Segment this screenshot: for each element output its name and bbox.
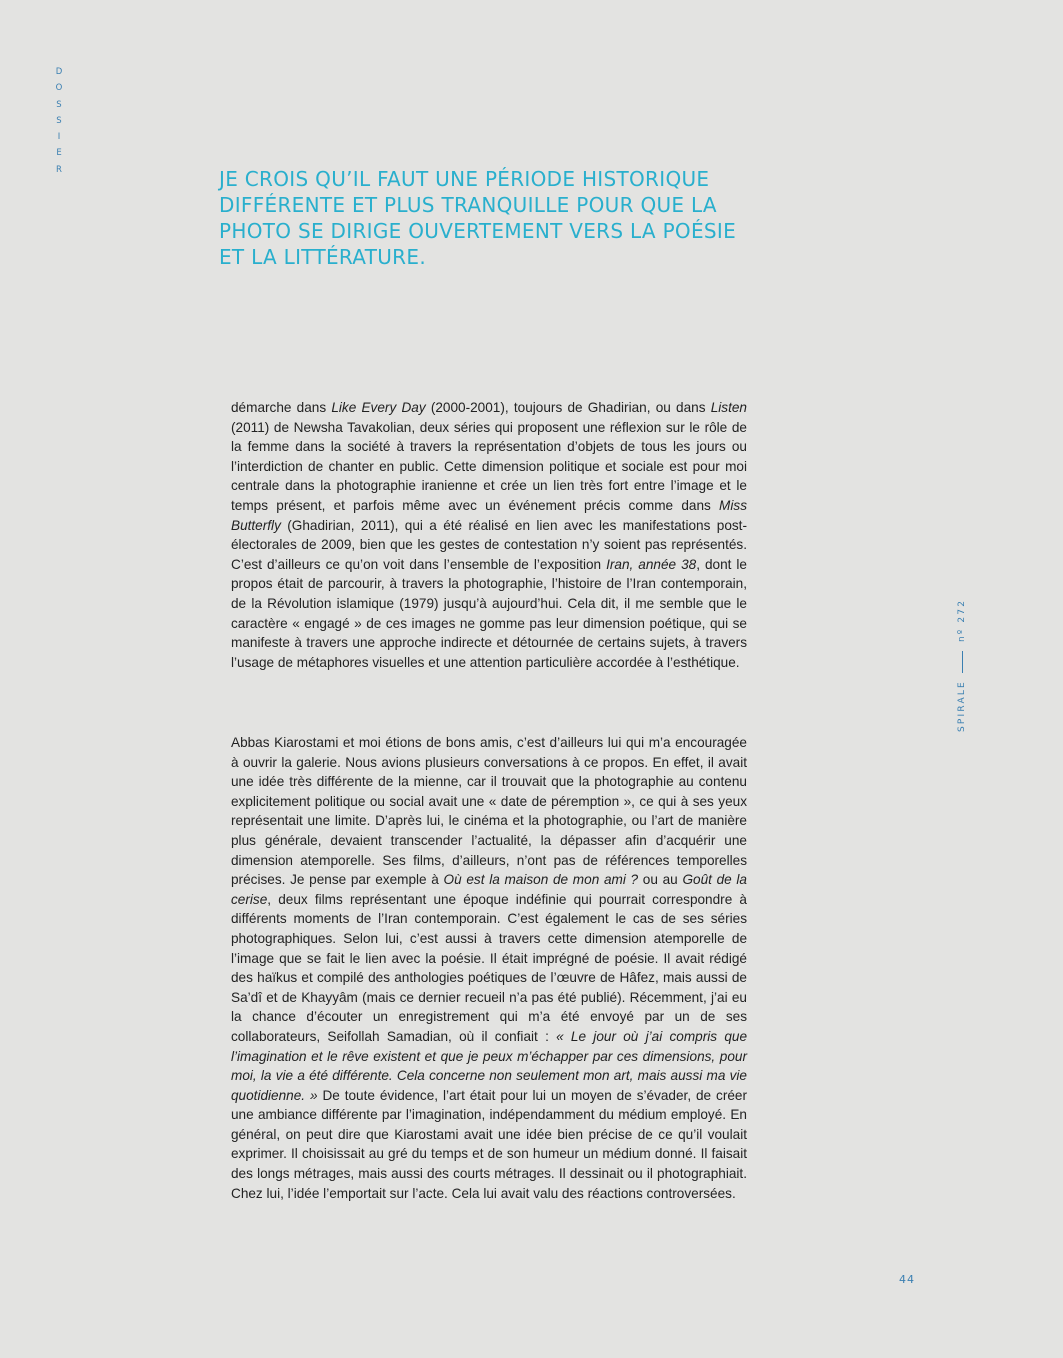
separator-dash <box>962 651 963 673</box>
italic-text-run: Listen <box>710 400 747 415</box>
text-run: Abbas Kiarostami et moi étions de bons amis, c’est d’ailleurs lui qui m’a encouragée à ouvrir la galerie. Nous avions plusieurs conversations à ce propos. En effet, il avait une idée très différente de la mienne, car il trouvait que la photographie au contenu explicitement politique ou social avait une « date de péremption », ce qui à ses yeux représentait une limite. D’après lui, le cinéma et la photographie, ou l’art de manière plus générale, devaient transcender l’actualité, la dépasser afin d’acquérir une dimension atemporelle. Ses films, d’ailleurs, n’ont pas de références temporelles précises. Je pense par exemple à <box>231 735 747 888</box>
body-paragraph-2 <box>231 733 747 1203</box>
italic-text-run: Où est la maison de mon ami ? <box>443 872 639 888</box>
italic-text-run: Goût de la cerise <box>231 872 747 907</box>
text-run: (Ghadirian, 2011), qui a été réalisé en lien avec les manifestations post-électorales de 2009, bien que les gestes de contestation n’y soient pas représentés. C’est d’ailleurs ce qu’on voit dans l’ensemble de l’exposition <box>231 517 747 572</box>
page-number: 44 <box>899 1273 915 1286</box>
italic-text-run: Miss Butterfly <box>231 497 747 533</box>
section-letter: R <box>56 164 62 175</box>
section-letter: S <box>56 99 62 110</box>
text-run: (2011) de Newsha Tavakolian, deux séries qui proposent une réflexion sur le rôle de la femme dans la société à travers la représentation d’objets de tous les jours ou l’interdiction de chanter en public. Cette dimension politique et sociale est pour moi centrale dans la photographie iranienne et crée un lien très fort entre l’image et le temps présent, et parfois même avec un événement précis comme dans <box>231 419 747 513</box>
italic-text-run: Like Every Day <box>331 400 426 415</box>
text-run: (2000-2001), toujours de Ghadirian, ou dans <box>425 400 711 415</box>
section-letter: I <box>57 132 61 143</box>
section-letter: O <box>55 83 63 94</box>
section-label-dossier <box>54 64 64 178</box>
italic-text-run: Iran, année 38 <box>606 556 697 572</box>
section-letter: E <box>56 148 62 159</box>
section-letter: S <box>56 115 62 126</box>
journal-issue-label <box>956 599 968 732</box>
text-run: démarche dans <box>231 400 332 415</box>
text-run: ou au <box>638 872 683 888</box>
text-run: De toute évidence, l’art était pour lui un moyen de s’évader, de créer une ambiance différente par l’imagination, indépendamment du médium employé. En général, on peut dire que Kiarostami avait une idée bien précise de ce qu’il voulait exprimer. Il choisissait au gré du temps et de son humeur un médium donné. Il faisait des longs métrages, mais aussi des courts métrages. Il dessinait ou il photographiait. Chez lui, l’idée l’emportait sur l’acte. Cela lui avait valu des réactions controversées. <box>231 1087 747 1201</box>
body-paragraph-1 <box>231 398 747 672</box>
text-run: , deux films représentant une époque indéfinie qui pourrait correspondre à différents moments de l’Iran contemporain. C’est également le cas de ses séries photographiques. Selon lui, c’est aussi à travers cette dimension atemporelle de l’image que se fait le lien avec la poésie. Il était imprégné de poésie. Il avait rédigé des haïkus et compilé des anthologies poétiques de l’œuvre de Hâfez, mais aussi de Sa’dî et de Khayyâm (mais ce dernier recueil n’a pas été publié). Récemment, j’ai eu la chance d’écouter un enregistrement qui m’a été envoyé par un de ses collaborateurs, Seifollah Samadian, où il confiait : <box>231 891 747 1044</box>
pull-quote: JE CROIS QU’IL FAUT UNE PÉRIODE HISTORIQUE DIFFÉRENTE ET PLUS TRANQUILLE POUR QUE LA PHOTO SE DIRIGE OUVERTEMENT VERS LA POÉSIE ET LA LITTÉRATURE. <box>219 167 737 269</box>
italic-text-run: « Le jour où j’ai compris que l’imagination et le rêve existent et que je peux m’échapper par ces dimensions, pour moi, la vie a été différente. Cela concerne non seulement mon art, mais aussi ma vie quotidienne. » <box>231 1028 748 1103</box>
journal-name: SPIRALE <box>957 680 967 732</box>
journal-issue: nº 272 <box>957 598 967 643</box>
text-run: , dont le propos était de parcourir, à travers la photographie, l’histoire de l’Iran contemporain, de la Révolution islamique (1979) jusqu’à aujourd’hui. Cela dit, il me semble que le caractère « engagé » de ces images ne gomme pas leur dimension poétique, qui se manifeste à travers une approche indirecte et détournée de certains sujets, à travers l’usage de métaphores visuelles et une attention particulière accordée à l’esthétique. <box>231 556 747 670</box>
section-letter: D <box>55 67 63 77</box>
